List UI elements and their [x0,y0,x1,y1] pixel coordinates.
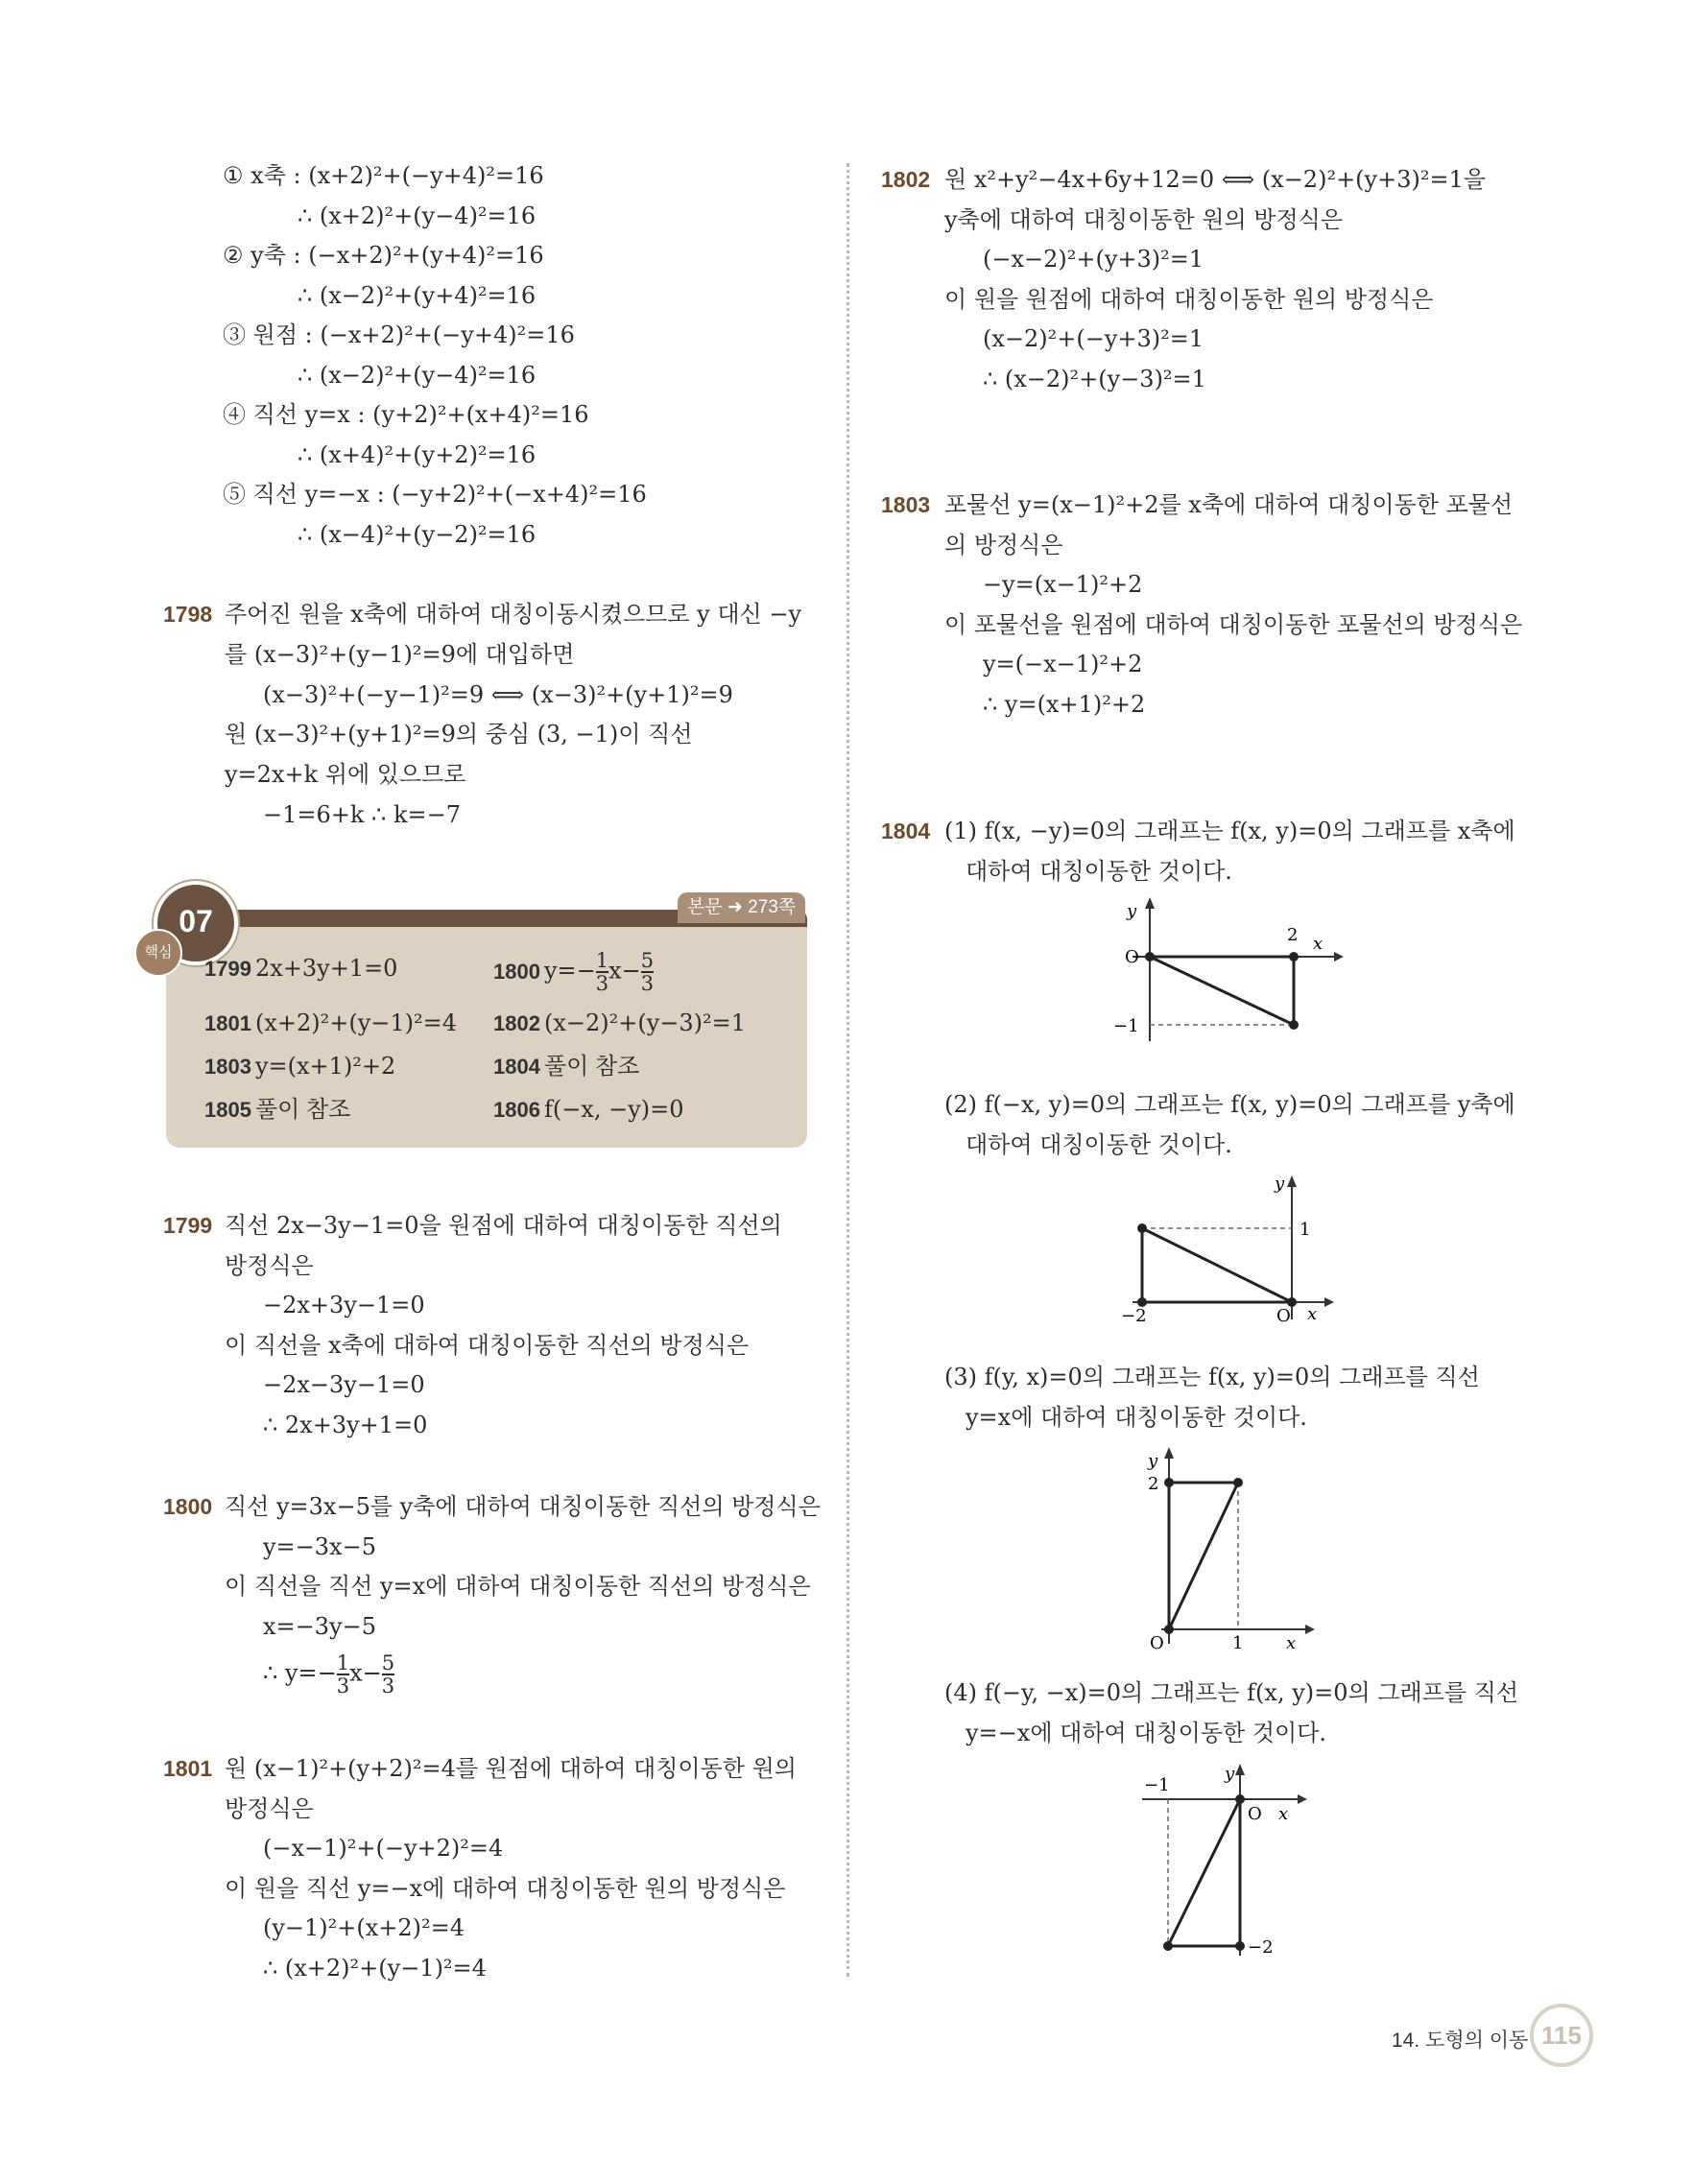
solution-line: ∴ (x−4)²+(y−2)²=16 [298,521,537,548]
section-number: 07 [179,904,213,938]
svg-text:O: O [1276,1306,1291,1326]
svg-text:−2: −2 [1248,1937,1274,1958]
solution-line: ∴ y=− $\frac{1}{3}$ x− $\frac{5}{3}$ [263,1651,395,1697]
problem-number: 1801 [163,1756,213,1781]
graph-2 [1113,1175,1344,1329]
svg-text:y: y [1127,901,1137,921]
problem-number: 1799 [163,1213,213,1238]
solution-line: 의 방정식은 [944,532,1063,558]
solution-line: ∴ (x+4)²+(y+2)²=16 [298,441,537,468]
answer-item: 1802 (x−2)²+(y−3)²=1 [493,1009,746,1036]
solution-line: ⑤ 직선 y=−x : (−y+2)²+(−x+4)²=16 [223,481,647,508]
solution-line: 원 (x−3)²+(y+1)²=9의 중심 (3, −1)이 직선 [225,721,693,748]
solution-line: 주어진 원을 x축에 대하여 대칭이동시켰으므로 y 대신 −y [225,601,802,628]
solution-line: ∴ (x−2)²+(y−3)²=1 [983,366,1206,392]
solution-line: −1=6+k ∴ k=−7 [263,801,461,828]
solution-line: 포물선 y=(x−1)²+2를 x축에 대하여 대칭이동한 포물선 [944,491,1514,518]
svg-text:2: 2 [1287,925,1299,945]
solution-line: 를 (x−3)²+(y−1)²=9에 대입하면 [225,641,575,668]
solution-line: ∴ (x+2)²+(y−1)²=4 [263,1955,487,1982]
solution-line: 대하여 대칭이동한 것이다. [966,1131,1232,1158]
solution-line: 대하여 대칭이동한 것이다. [966,858,1232,885]
page-number: 115 [1530,2004,1593,2067]
problem-number: 1803 [881,492,931,517]
svg-text:O: O [1150,1633,1164,1653]
answer-item: 1803 y=(x+1)²+2 [204,1053,396,1080]
solution-line: 이 직선을 x축에 대하여 대칭이동한 직선의 방정식은 [225,1332,750,1359]
answer-item: 1805 풀이 참조 [204,1097,351,1123]
solution-line: 방정식은 [225,1252,314,1279]
solution-line: −2x+3y−1=0 [263,1292,425,1318]
solution-line: y=−3x−5 [263,1533,376,1560]
solution-line: y=x에 대하여 대칭이동한 것이다. [966,1404,1307,1431]
solution-line: (x−3)²+(−y−1)²=9 ⟺ (x−3)²+(y+1)²=9 [263,681,733,708]
solution-line: ④ 직선 y=x : (y+2)²+(x+4)²=16 [223,401,589,428]
solution-line: y=−x에 대하여 대칭이동한 것이다. [966,1720,1327,1746]
solution-line: ① x축 : (x+2)²+(−y+4)²=16 [223,162,544,189]
svg-text:y: y [1275,1175,1285,1194]
solution-line: y=2x+k 위에 있으므로 [225,761,466,788]
solution-line: −y=(x−1)²+2 [983,571,1143,598]
svg-text:−1: −1 [1113,1016,1139,1036]
svg-text:y: y [1148,1451,1158,1471]
solution-line: 직선 y=3x−5를 y축에 대하여 대칭이동한 직선의 방정식은 [225,1493,821,1520]
column-divider [846,163,849,1977]
solution-line: 이 직선을 직선 y=x에 대하여 대칭이동한 직선의 방정식은 [225,1573,811,1600]
svg-text:O: O [1248,1804,1262,1824]
solution-line: (y−1)²+(x+2)²=4 [263,1914,465,1941]
solution-line: 방정식은 [225,1795,314,1822]
svg-text:x: x [1307,1304,1318,1324]
graph-1 [1113,897,1344,1051]
solution-line: 이 포물선을 원점에 대하여 대칭이동한 포물선의 방정식은 [944,611,1523,638]
solution-line: y축에 대하여 대칭이동한 원의 방정식은 [944,206,1344,233]
problem-number: 1800 [163,1494,213,1519]
core-tag: 핵심 [134,929,182,977]
graph-4 [1133,1764,1324,1960]
solution-line: 이 원을 원점에 대하여 대칭이동한 원의 방정식은 [944,286,1434,313]
solution-line: ∴ y=(x+1)²+2 [983,691,1146,718]
solution-line: ③ 원점 : (−x+2)²+(−y+4)²=16 [223,321,575,348]
answer-item: 1800 y=− $\frac{1}{3}$ x− $\frac{5}{3}$ [493,949,655,995]
svg-text:−2: −2 [1121,1306,1147,1326]
solution-line: (1) f(x, −y)=0의 그래프는 f(x, y)=0의 그래프를 x축에 [944,818,1515,844]
solution-line: ∴ (x+2)²+(y−4)²=16 [298,202,537,229]
solution-line: −2x−3y−1=0 [263,1371,425,1398]
solution-line: (−x−1)²+(−y+2)²=4 [263,1835,504,1862]
solution-line: 원 (x−1)²+(y+2)²=4를 원점에 대하여 대칭이동한 원의 [225,1755,797,1782]
answer-item: 1806 f(−x, −y)=0 [493,1096,684,1123]
svg-text:1: 1 [1300,1220,1311,1240]
solution-line: (2) f(−x, y)=0의 그래프는 f(x, y)=0의 그래프를 y축에 [944,1091,1515,1118]
svg-text:x: x [1313,934,1323,954]
answer-item: 1799 2x+3y+1=0 [204,955,398,982]
page-reference: 본문 ➜ 273쪽 [678,892,805,923]
solution-line: ∴ (x−2)²+(y+4)²=16 [298,282,537,309]
answer-item: 1801 (x+2)²+(y−1)²=4 [204,1009,457,1036]
svg-text:2: 2 [1148,1474,1159,1494]
graph-3 [1133,1447,1324,1653]
solution-line: (x−2)²+(−y+3)²=1 [983,325,1204,352]
svg-text:x: x [1278,1804,1289,1824]
solution-line: 원 x²+y²−4x+6y+12=0 ⟺ (x−2)²+(y+3)²=1을 [944,166,1487,193]
solution-line: ∴ 2x+3y+1=0 [263,1412,428,1438]
solution-line: 이 원을 직선 y=−x에 대하여 대칭이동한 원의 방정식은 [225,1875,786,1902]
answer-item: 1804 풀이 참조 [493,1054,640,1080]
svg-text:−1: −1 [1144,1775,1170,1795]
solution-line: (4) f(−y, −x)=0의 그래프는 f(x, y)=0의 그래프를 직선 [944,1679,1519,1706]
solution-line: x=−3y−5 [263,1613,376,1640]
problem-number: 1802 [881,167,931,192]
svg-text:x: x [1286,1633,1297,1653]
solution-line: y=(−x−1)²+2 [983,651,1143,677]
problem-number: 1804 [881,819,931,843]
solution-line: ∴ (x−2)²+(y−4)²=16 [298,362,537,389]
solution-line: ② y축 : (−x+2)²+(y+4)²=16 [223,242,544,269]
solution-line: (−x−2)²+(y+3)²=1 [983,246,1204,273]
svg-text:y: y [1225,1764,1235,1784]
svg-text:1: 1 [1232,1633,1244,1653]
chapter-title: 14. 도형의 이동 [1392,2030,1529,2052]
svg-text:O: O [1125,947,1139,967]
problem-number: 1798 [163,602,213,627]
solution-line: 직선 2x−3y−1=0을 원점에 대하여 대칭이동한 직선의 [225,1212,782,1239]
solution-line: (3) f(y, x)=0의 그래프는 f(x, y)=0의 그래프를 직선 [944,1364,1480,1390]
